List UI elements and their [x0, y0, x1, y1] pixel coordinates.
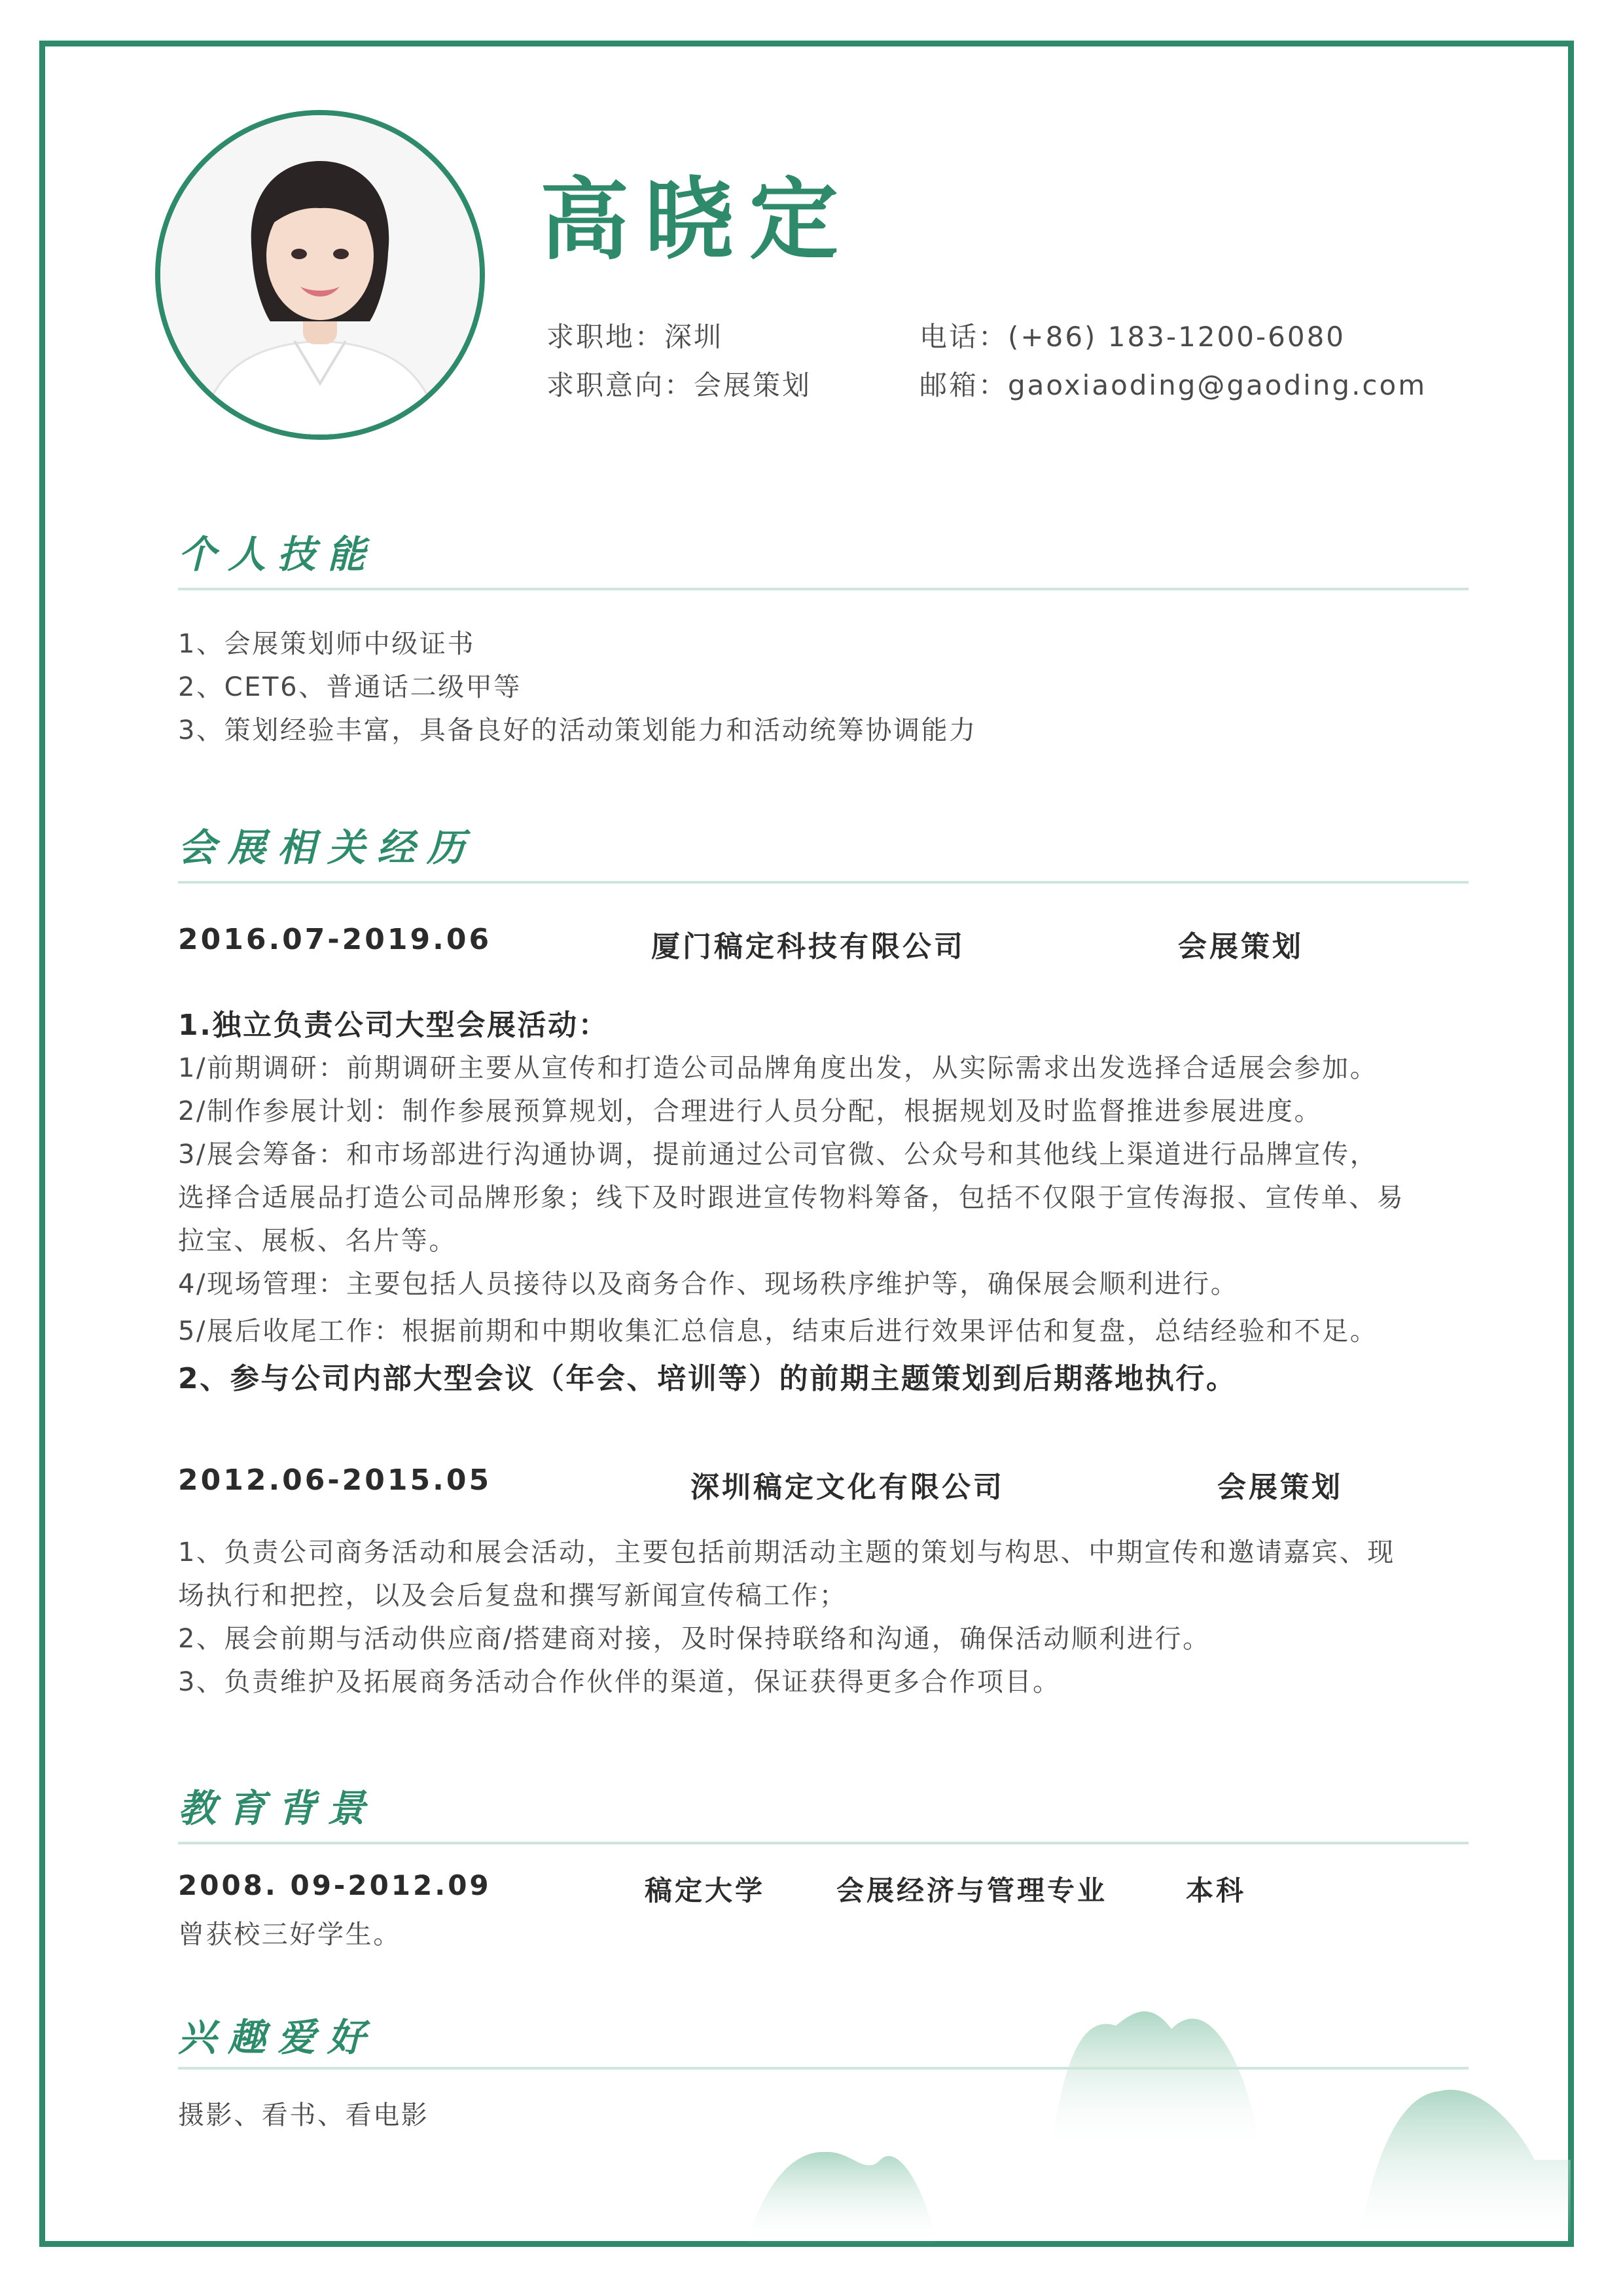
job-duty-line: 2、展会前期与活动供应商/搭建商对接，及时保持联络和沟通，确保活动顺利进行。 [178, 1624, 1211, 1654]
job-duty-line: 场执行和把控，以及会后复盘和撰写新闻宣传稿工作； [178, 1581, 847, 1611]
job-role: 会展策划 [1178, 930, 1304, 963]
avatar [155, 110, 485, 440]
job-duty-line: 选择合适展品打造公司品牌形象；线下及时跟进宣传物料筹备，包括不仅限于宣传海报、宣传单、易 [178, 1183, 1405, 1213]
candidate-name: 高晓定 [540, 168, 854, 272]
skills-heading: 个人技能 [178, 532, 378, 577]
job-duty-line: 3/展会筹备：和市场部进行沟通协调，提前通过公司官微、公众号和其他线上渠道进行品牌宣传， [178, 1139, 1378, 1170]
skills-divider [178, 588, 1469, 590]
email-value: gaoxiaoding@gaoding.com [1008, 369, 1427, 401]
education-school: 稿定大学 [645, 1874, 766, 1907]
email-label: 邮箱： [919, 369, 1008, 401]
job-role: 会展策划 [1217, 1471, 1343, 1504]
education-divider [178, 1842, 1469, 1844]
job-duty-line: 1/前期调研：前期调研主要从宣传和打造公司品牌角度出发，从实际需求出发选择合适展会参加。 [178, 1053, 1378, 1083]
job-company: 厦门稿定科技有限公司 [651, 930, 965, 963]
intent-value: 会展策划 [694, 369, 812, 401]
job-duty-line: 5/展后收尾工作：根据前期和中期收集汇总信息，结束后进行效果评估和复盘，总结经验和不足。 [178, 1316, 1378, 1346]
hobbies-divider [178, 2067, 1469, 2070]
job-duty-heading: 1.独立负责公司大型会展活动： [178, 1009, 609, 1042]
phone-info [919, 315, 1346, 355]
skill-item: 1、会展策划师中级证书 [178, 629, 476, 659]
skill-item: 3、策划经验丰富，具备良好的活动策划能力和活动统筹协调能力 [178, 715, 977, 745]
job-company: 深圳稿定文化有限公司 [690, 1471, 1005, 1504]
job-duty-line: 3、负责维护及拓展商务活动合作伙伴的渠道，保证获得更多合作项目。 [178, 1667, 1061, 1697]
job-period: 2012.06-2015.05 [178, 1463, 492, 1497]
job-duty-line: 拉宝、展板、名片等。 [178, 1226, 457, 1256]
location-value: 深圳 [664, 321, 724, 353]
education-heading: 教育背景 [178, 1786, 378, 1831]
job-period: 2016.07-2019.06 [178, 923, 492, 956]
skill-item: 2、CET6、普通话二级甲等 [178, 672, 522, 702]
email-info [919, 364, 1427, 403]
location-info [546, 315, 723, 355]
job-duty-line: 4/现场管理：主要包括人员接待以及商务合作、现场秩序维护等，确保展会顺利进行。 [178, 1269, 1239, 1299]
education-degree: 本科 [1186, 1874, 1247, 1907]
phone-value: (+86) 183-1200-6080 [1008, 321, 1346, 353]
hill-right [1358, 2090, 1571, 2245]
experience-heading: 会展相关经历 [178, 825, 477, 870]
job-duty-heading: 2、参与公司内部大型会议（年会、培训等）的前期主题策划到后期落地执行。 [178, 1362, 1237, 1395]
education-major: 会展经济与管理专业 [836, 1874, 1108, 1907]
intent-info [546, 364, 812, 403]
hill-left [746, 2152, 936, 2245]
portrait-illustration [160, 115, 480, 435]
education-note: 曾获校三好学生。 [178, 1920, 401, 1950]
job-duty-line: 2/制作参展计划：制作参展预算规划，合理进行人员分配，根据规划及时监督推进参展进度。 [178, 1096, 1323, 1126]
phone-label: 电话： [919, 321, 1008, 353]
education-period: 2008. 09-2012.09 [178, 1869, 491, 1901]
experience-divider [178, 881, 1469, 884]
job-duty-line: 1、负责公司商务活动和展会活动，主要包括前期活动主题的策划与构思、中期宣传和邀请嘉宾、现 [178, 1537, 1395, 1568]
hill-middle [1054, 2011, 1258, 2153]
hobbies-heading: 兴趣爱好 [178, 2015, 378, 2060]
location-label: 求职地： [546, 321, 665, 353]
intent-label: 求职意向： [546, 369, 694, 401]
hobbies-text: 摄影、看书、看电影 [178, 2100, 429, 2130]
